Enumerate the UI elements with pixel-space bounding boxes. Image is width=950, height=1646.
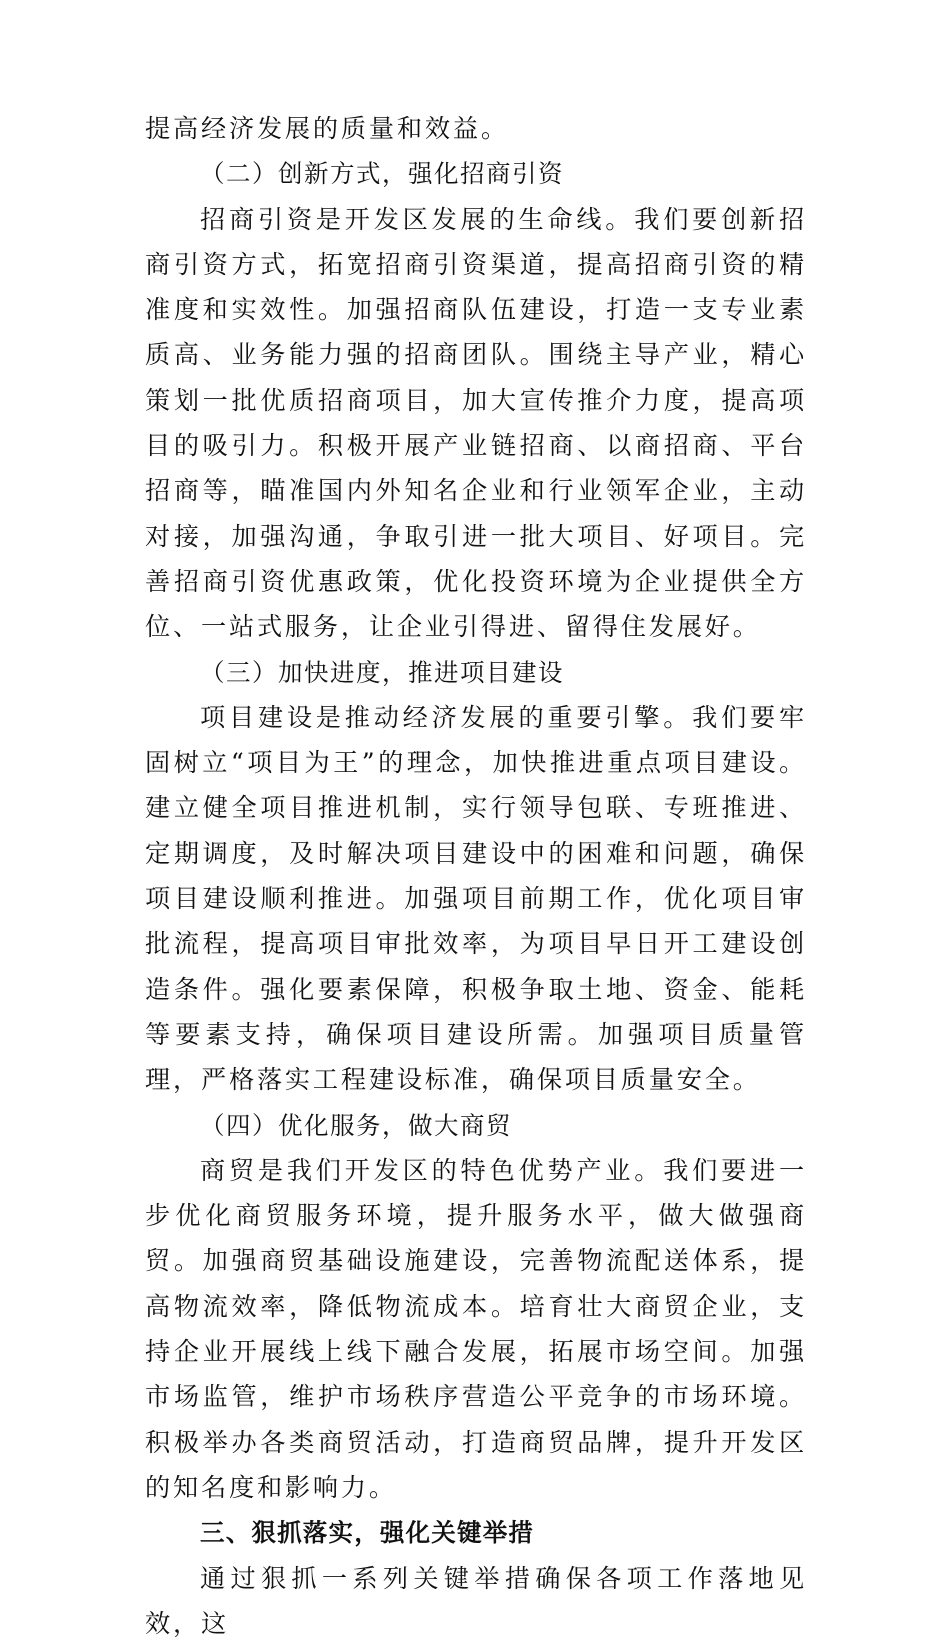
subsection-heading-3: （三）加快进度，推进项目建设 (145, 650, 807, 695)
subsection-heading-2: （二）创新方式，强化招商引资 (145, 151, 807, 196)
document-body (145, 106, 807, 1646)
subsection-heading-4: （四）优化服务，做大商贸 (145, 1103, 807, 1148)
paragraph-measures: 通过狠抓一系列关键举措确保各项工作落地见效，这 (145, 1556, 807, 1646)
section-heading-3: 三、狠抓落实，强化关键举措 (145, 1510, 807, 1555)
paragraph-investment: 招商引资是开发区发展的生命线。我们要创新招商引资方式，拓宽招商引资渠道，提高招商引资的精准度和实效性。加强招商队伍建设，打造一支专业素质高、业务能力强的招商团队。围绕主导产业，精心策划一批优质招商项目，加大宣传推介力度，提高项目的吸引力。积极开展产业链招商、以商招商、平台招商等，瞄准国内外知名企业和行业领军企业，主动对接，加强沟通，争取引进一批大项目、好项目。完善招商引资优惠政策，优化投资环境为企业提供全方位、一站式服务，让企业引得进、留得住发展好。 (145, 197, 807, 650)
paragraph-continuation: 提高经济发展的质量和效益。 (145, 106, 807, 151)
paragraph-commerce: 商贸是我们开发区的特色优势产业。我们要进一步优化商贸服务环境，提升服务水平，做大做强商贸。加强商贸基础设施建设，完善物流配送体系，提高物流效率，降低物流成本。培育壮大商贸企业，支持企业开展线上线下融合发展，拓展市场空间。加强市场监管，维护市场秩序营造公平竞争的市场环境。积极举办各类商贸活动，打造商贸品牌，提升开发区的知名度和影响力。 (145, 1148, 807, 1510)
paragraph-projects: 项目建设是推动经济发展的重要引擎。我们要牢固树立“项目为王”的理念，加快推进重点项目建设。建立健全项目推进机制，实行领导包联、专班推进、定期调度，及时解决项目建设中的困难和问题，确保项目建设顺利推进。加强项目前期工作，优化项目审批流程，提高项目审批效率，为项目早日开工建设创造条件。强化要素保障，积极争取土地、资金、能耗等要素支持，确保项目建设所需。加强项目质量管理，严格落实工程建设标准，确保项目质量安全。 (145, 695, 807, 1103)
